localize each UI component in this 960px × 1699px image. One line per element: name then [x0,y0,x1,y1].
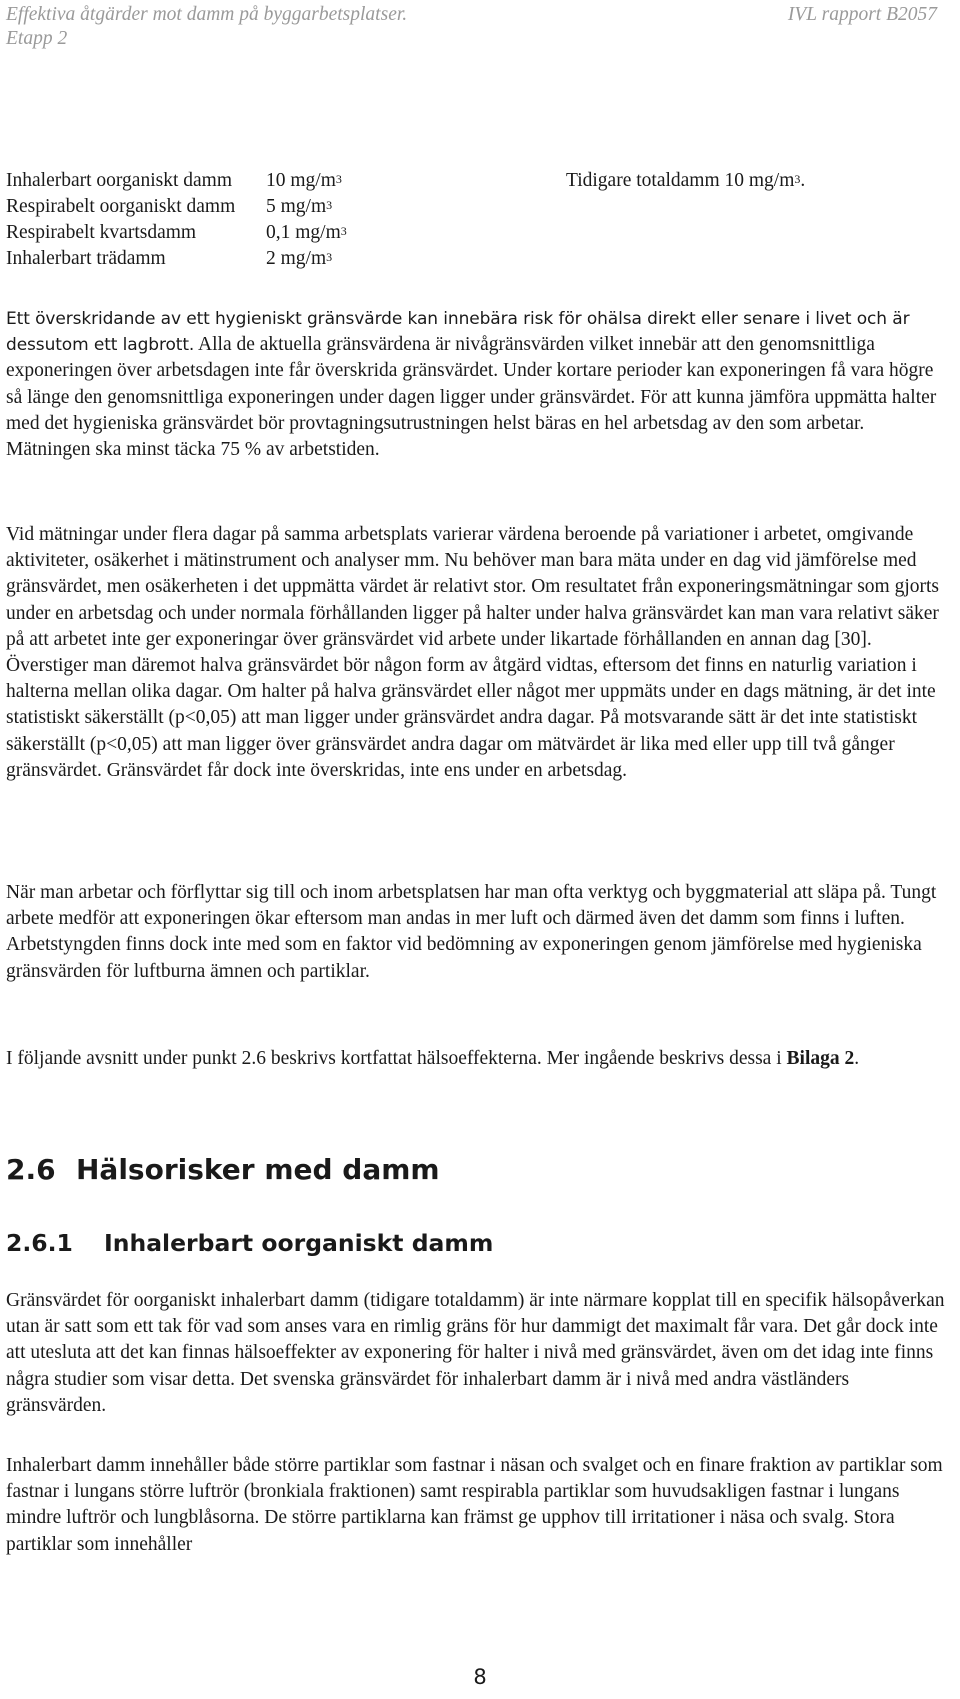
section-number: 2.6 [6,1153,56,1186]
limit-row [6,194,805,220]
paragraph-inhalable-fractions: Inhalerbart damm innehåller både större partiklar som fastnar i näsan och svalget och en finare fraktion av partiklar som fastnar i lungans större luftrör (bronkiala fraktionen) samt respirabla partiklar som huvudsakligen fastnar i lungans mindre luftrör och lungblåsorna. De större partiklarna kan främst ge upphov till irritationer i näsa och svalg. Stora partiklar som innehåller [6,1455,943,1555]
paragraph-exceedance-body: Alla de aktuella gränsvärdena är nivågränsvärden vilket innebär att den genomsnittliga exponeringen över arbetsdagen inte får överskrida gränsvärdet. Under kortare perioder kan exponeringen få vara högre så länge den genomsnittliga exponeringen under dagen ligger under gränsvärdet. För att kunna jämföra uppmätta halter med det hygieniska gränsvärdet bör provtagningsutrustningen helst bäras en hel arbetsdag av den som arbetar. Mätningen ska minst täcka 75 % av arbetstiden. [6,334,937,461]
paragraph-exceedance-lead: Ett överskridande av ett hygieniskt gränsvärde kan innebära risk för ohälsa direkt eller senare i livet och är dessutom ett lagbrott. [6,309,910,356]
limit-name: Inhalerbart trädamm [6,248,166,269]
subsection-number: 2.6.1 [6,1229,73,1257]
limit-row [6,246,805,272]
limit-name: Respirabelt oorganiskt damm [6,196,236,217]
limit-value: 10 $mg/m^3$ [266,170,342,191]
header-title-line1: Effektiva åtgärder mot damm på byggarbetsplatser. [6,4,408,25]
limit-note: Tidigare totaldamm 10 $mg/m^3$. [566,170,806,191]
subsection-heading [6,1228,493,1258]
limit-value: 5 $mg/m^3$ [266,196,333,217]
running-header-report-id: IVL rapport B2057 [787,4,937,25]
paragraph-measurement-variation: Vid mätningar under flera dagar på samma arbetsplats varierar värdena beroende på variationer i arbetet, omgivande aktiviteter, osäkerhet i mätinstrument och analyser mm. Nu behöver man bara mäta under en dag vid jämförelse med gränsvärdet, men osäkerheten i det uppmätta värdet är relativt stor. Om resultatet från exponeringsmätningar som gjorts under en arbetsdag och under normala förhållanden ligger på halter under halva gränsvärdet kan man vara relativt säker på att arbetet inte ger exponeringar över gränsvärdet vid arbete under likartade förhållanden en annan dag [30]. Överstiger man däremot halva gränsvärdet bör någon form av åtgärd vidtas, eftersom det finns en naturlig variation i halterna mellan olika dagar. Om halter på halva gränsvärdet eller något mer uppmäts under en dags mätning, är det inte statistiskt säkerställt (p<0,05) att man ligger under gränsvärdet andra dagar. På motsvarande sätt är det inte statistiskt säkerställt (p<0,05) att man ligger över gränsvärdet andra dagar om mätvärdet är lika med eller upp till två gånger gränsvärdet. Gränsvärdet får dock inte överskridas, inte ens under en arbetsdag. [6,524,940,781]
limit-value: 0,1 $mg/m^3$ [266,222,347,243]
limit-row [6,220,805,246]
section-heading [6,1153,440,1187]
limit-name: Inhalerbart oorganiskt damm [6,170,232,191]
limit-value: 2 $mg/m^3$ [266,248,333,269]
limit-name: Respirabelt kvartsdamm [6,222,197,243]
limit-row [6,168,805,194]
section-title: Hälsorisker med damm [76,1153,440,1186]
paragraph-heavy-work: När man arbetar och förflyttar sig till och inom arbetsplatsen har man ofta verktyg och byggmaterial att släpa på. Tungt arbete medför att exponeringen ökar eftersom man andas in mer luft och därmed även det damm som finns i luften. Arbetstyngden finns dock inte med som en faktor vid bedömning av exponeringen genom jämförelse med hygieniska gränsvärden för luftburna ämnen och partiklar. [6,882,937,982]
running-header-title [6,3,407,51]
paragraph-inhalable-limit: Gränsvärdet för oorganiskt inhalerbart damm (tidigare totaldamm) är inte närmare kopplat till en specifik hälsopåverkan utan är satt som ett tak för vad som anses vara en rimlig gräns för hur dammigt det maximalt får vara. Det går dock inte att utesluta att det kan finnas hälsoeffekter av exponering för halter i nivå med gränsvärdet, även om det idag inte finns några studier som visar detta. Det svenska gränsvärdet för inhalerbart damm är i nivå med andra västländers gränsvärden. [6,1290,945,1416]
subsection-title: Inhalerbart oorganiskt damm [104,1229,494,1257]
page-number: 8 [473,1665,487,1689]
paragraph-exceedance [6,306,946,463]
limit-values-list [6,168,805,272]
paragraph-health-effects-intro: I följande avsnitt under punkt 2.6 beskrivs kortfattat hälsoeffekterna. Mer ingående beskrivs dessa i Bilaga 2. [6,1048,860,1069]
header-title-line2: Etapp 2 [6,28,68,49]
appendix-reference: Bilaga 2 [786,1048,855,1069]
